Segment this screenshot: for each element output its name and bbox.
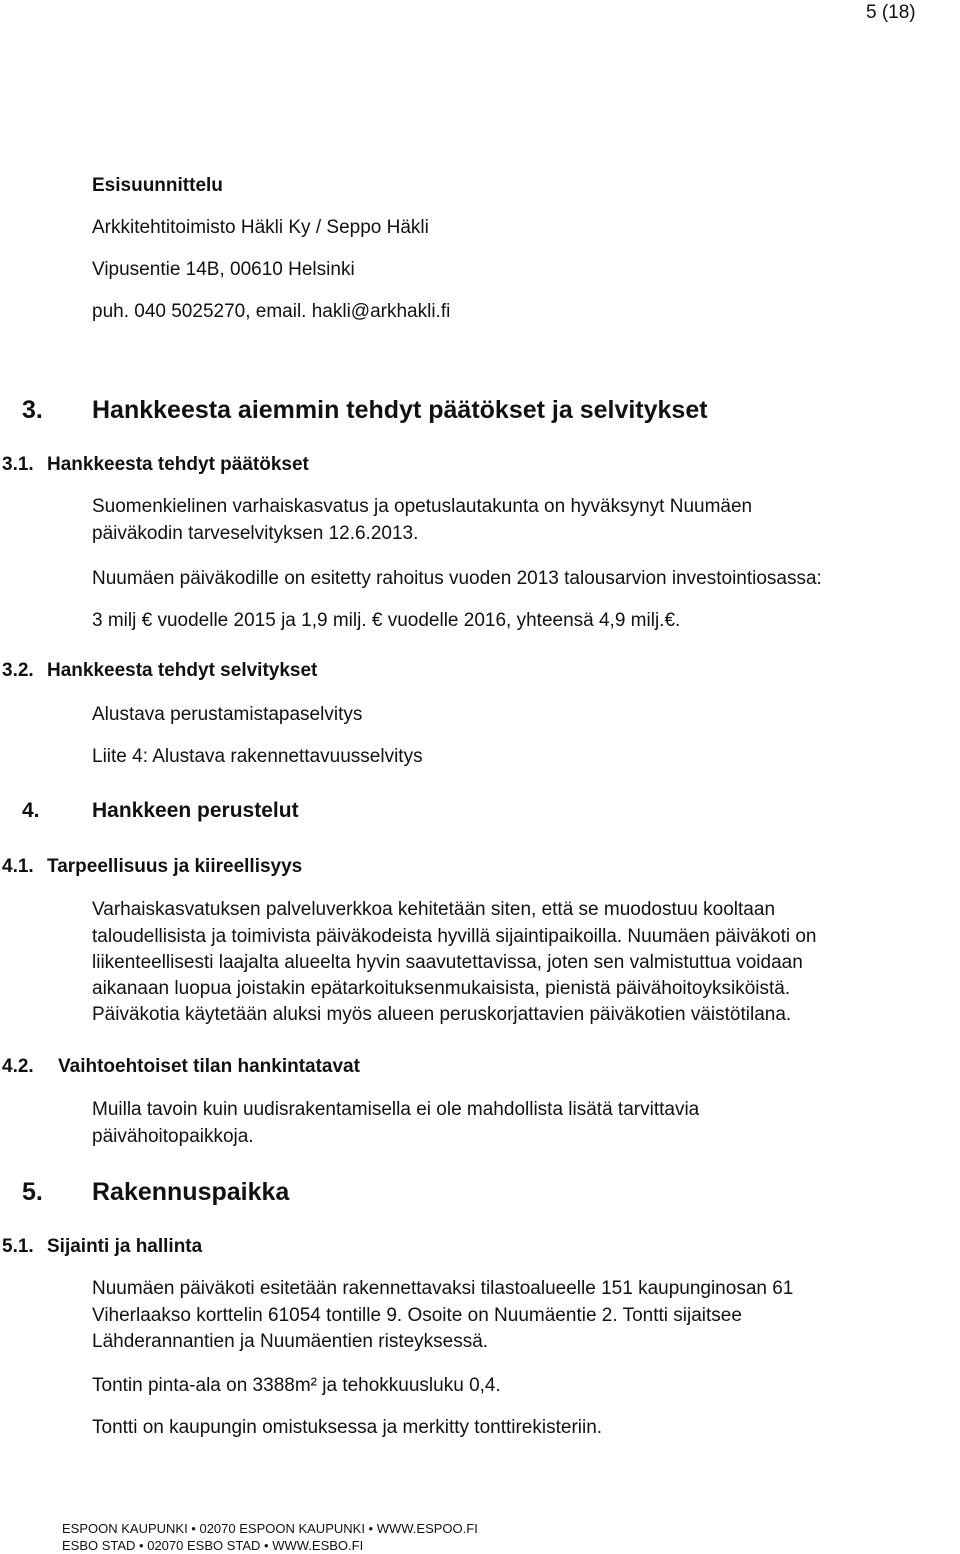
section-5-1-title: Sijainti ja hallinta [47, 1236, 203, 1257]
design-line-architect: Arkkitehtitoimisto Häkli Ky / Seppo Häkli [92, 217, 429, 238]
section-4-2-title: Vaihtoehtoiset tilan hankintatavat [58, 1056, 360, 1077]
section-4-1-line: Päiväkotia käytetään aluksi myös alueen peruskorjattavien päiväkotien väistötilana. [92, 1004, 792, 1025]
section-3-1-line: Nuumäen päiväkodille on esitetty rahoitus vuoden 2013 talousarvion investointiosassa: [92, 568, 822, 589]
section-4-2-line: Muilla tavoin kuin uudisrakentamisella ei ole mahdollista lisätä tarvittavia [92, 1099, 700, 1120]
footer-line-finnish: ESPOON KAUPUNKI • 02070 ESPOON KAUPUNKI • WWW.ESPOO.FI [62, 1521, 478, 1536]
section-4-1-title: Tarpeellisuus ja kiireellisyys [47, 856, 303, 877]
section-4-number: 4. [22, 799, 40, 822]
section-4-2-line: päivähoitopaikkoja. [92, 1126, 254, 1147]
section-4-1-line: taloudellisista ja toimivista päiväkodeista hyvillä sijaintipaikoilla. Nuumäen päiväkoti on [92, 926, 817, 947]
section-3-title: Hankkeesta aiemmin tehdyt päätökset ja selvitykset [92, 396, 708, 424]
section-5-1-line: Tontti on kaupungin omistuksessa ja merkitty tonttirekisteriin. [92, 1417, 603, 1438]
section-5-1-line: Lähderannantien ja Nuumäentien risteyksessä. [92, 1331, 489, 1352]
section-4-1-line: liikenteellisesti laajalta alueelta hyvin saavutettavissa, joten sen valmistuttua voidaan [92, 952, 803, 973]
section-3-1-line: päiväkodin tarveselvityksen 12.6.2013. [92, 523, 419, 544]
section-5-1-line: Viherlaakso korttelin 61054 tontille 9. Osoite on Nuumäentie 2. Tontti sijaitsee [92, 1305, 742, 1326]
section-4-1-line: aikanaan luopua joistakin epätarkoituksenmukaisista, pienistä päivähoitoyksiköistä. [92, 978, 791, 999]
section-3-2-title: Hankkeesta tehdyt selvitykset [47, 660, 318, 681]
section-3-2-line: Alustava perustamistapaselvitys [92, 704, 363, 725]
section-4-2-number: 4.2. [2, 1056, 34, 1077]
section-5-1-line: Tontin pinta-ala on 3388m² ja tehokkuusluku 0,4. [92, 1375, 501, 1396]
page-number: 5 (18) [866, 2, 916, 23]
design-line-contact: puh. 040 5025270, email. hakli@arkhakli.fi [92, 301, 451, 322]
section-3-1-line: 3 milj € vuodelle 2015 ja 1,9 milj. € vuodelle 2016, yhteensä 4,9 milj.€. [92, 610, 681, 631]
section-4-1-line: Varhaiskasvatuksen palveluverkkoa kehitetään siten, että se muodostuu kooltaan [92, 899, 776, 920]
section-3-2-line: Liite 4: Alustava rakennettavuusselvitys [92, 746, 423, 767]
design-line-address: Vipusentie 14B, 00610 Helsinki [92, 259, 355, 280]
design-heading: Esisuunnittelu [92, 175, 223, 196]
section-3-1-number: 3.1. [2, 454, 34, 475]
section-3-1-title: Hankkeesta tehdyt päätökset [47, 454, 309, 475]
section-4-1-number: 4.1. [2, 856, 34, 877]
section-3-2-number: 3.2. [2, 660, 34, 681]
section-3-number: 3. [22, 396, 43, 424]
footer-line-swedish: ESBO STAD • 02070 ESBO STAD • WWW.ESBO.FI [62, 1538, 364, 1553]
section-3-1-line: Suomenkielinen varhaiskasvatus ja opetuslautakunta on hyväksynyt Nuumäen [92, 496, 753, 517]
section-4-title: Hankkeen perustelut [92, 799, 299, 822]
section-5-1-line: Nuumäen päiväkoti esitetään rakennettavaksi tilastoalueelle 151 kaupunginosan 61 [92, 1278, 794, 1299]
section-5-number: 5. [22, 1178, 43, 1206]
section-5-1-number: 5.1. [2, 1236, 34, 1257]
section-5-title: Rakennuspaikka [92, 1178, 290, 1206]
